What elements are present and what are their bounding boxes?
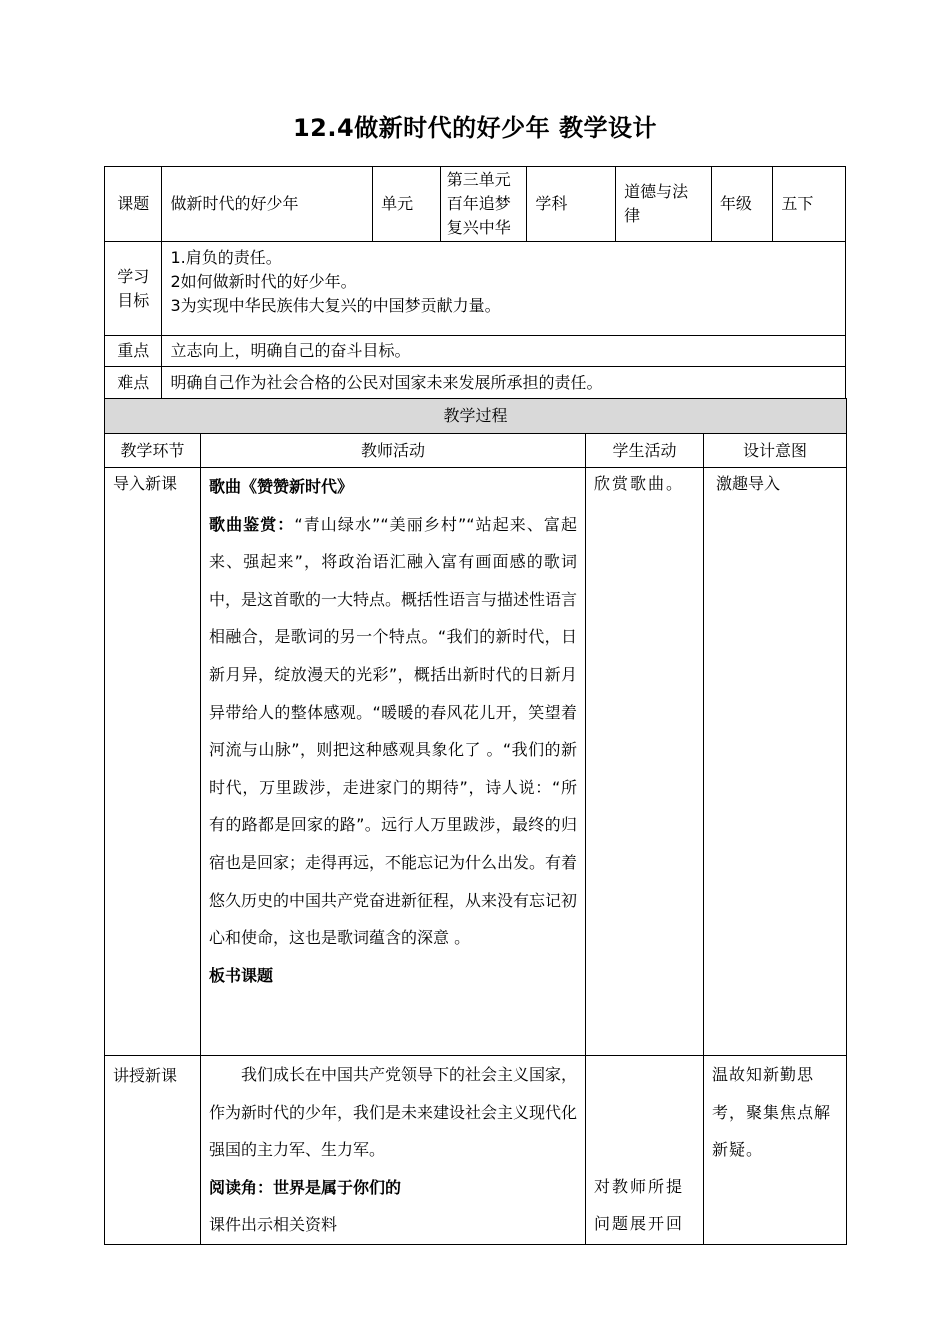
- document-title: 12.4做新时代的好少年 教学设计: [292, 114, 658, 142]
- header-student: 学生活动: [586, 434, 704, 468]
- table-row: [105, 1056, 847, 1245]
- key-value: 立志向上，明确自己的奋斗目标。: [162, 336, 846, 367]
- stage-cell: 导入新课: [105, 468, 201, 1056]
- difficulty-row: [105, 367, 846, 399]
- teacher-activity-cell: [201, 468, 586, 1056]
- goals-label-line: 学习: [117, 266, 150, 286]
- teaching-process-table: [104, 398, 847, 1245]
- goal-item: 1.肩负的责任。: [170, 248, 282, 267]
- student-activity-cell: 欣赏歌曲。: [586, 468, 704, 1056]
- song-appreciation: [209, 506, 577, 957]
- subject-label: 学科: [527, 167, 616, 242]
- topic-row: [105, 167, 846, 242]
- design-intent-cell: 激趣导入: [704, 468, 847, 1056]
- unit-line: 第三单元: [446, 170, 511, 189]
- intro-paragraph: 我们成长在中国共产党领导下的社会主义国家，作为新时代的少年，我们是未来建设社会主义现代化强国的主力军、生力军。: [209, 1065, 578, 1160]
- key-label: 重点: [105, 336, 162, 367]
- grade-label: 年级: [711, 167, 772, 242]
- appreciation-label: 歌曲鉴赏：: [209, 514, 295, 534]
- unit-label: 单元: [373, 167, 441, 242]
- goals-label-line: 目标: [117, 290, 150, 310]
- courseware-text: 课件出示相关资料: [209, 1215, 338, 1235]
- board-title-label: 板书课题: [209, 965, 274, 985]
- process-header-row: [105, 434, 847, 468]
- grade-value: 五下: [773, 167, 846, 242]
- student-activity-cell: 对教师所提问题展开回: [586, 1056, 704, 1245]
- process-band-row: [105, 399, 847, 434]
- stage-cell: 讲授新课: [105, 1056, 201, 1245]
- goals-row: [105, 242, 846, 336]
- song-title: 歌曲《赞赞新时代》: [209, 477, 354, 496]
- header-teacher: 教师活动: [201, 434, 586, 468]
- unit-line: 复兴中华: [446, 218, 511, 237]
- reading-corner-label: 阅读角：世界是属于你们的: [209, 1177, 402, 1197]
- difficulty-label: 难点: [105, 367, 162, 399]
- topic-label: 课题: [105, 167, 162, 242]
- teacher-activity-cell: [201, 1056, 586, 1245]
- header-intent: 设计意图: [704, 434, 847, 468]
- lesson-info-table: [104, 166, 846, 399]
- unit-value: [440, 167, 527, 242]
- header-stage: 教学环节: [105, 434, 201, 468]
- table-row: [105, 468, 847, 1056]
- key-row: [105, 336, 846, 367]
- subject-value: 道德与法律: [616, 167, 712, 242]
- unit-line: 百年追梦: [446, 194, 511, 213]
- topic-value: 做新时代的好少年: [162, 167, 373, 242]
- goal-item: 2如何做新时代的好少年。: [170, 272, 357, 291]
- goal-item: 3为实现中华民族伟大复兴的中国梦贡献力量。: [170, 296, 501, 315]
- design-intent-cell: 温故知新勤思考，聚集焦点解新疑。: [704, 1056, 847, 1245]
- goals-label: [105, 242, 162, 336]
- goals-list: [162, 242, 846, 336]
- process-band-title: 教学过程: [105, 399, 847, 434]
- appreciation-text: “青山绿水”“美丽乡村”“站起来、富起来、强起来”，将政治语汇融入富有画面感的歌词中，是这首歌的一大特点。概括性语言与描述性语言相融合，是歌词的另一个特点。“我们的新时代，日新月异，绽放漫天的光彩”，概括出新时代的日新月异带给人的整体感观。“暖暖的春风花儿开，笑望着河流与山脉”，则把这种感观具象化了 。“我们的新时代，万里跋涉，走进家门的期待”，诗人说：“所有的路都是回家的路”。远行人万里跋涉，最终的归宿也是回家；走得再远，不能忘记为什么出发。有着悠久历史的中国共产党奋进新征程，从来没有忘记初心和使命，这也是歌词蕴含的深意 。: [209, 514, 578, 948]
- difficulty-value: 明确自己作为社会合格的公民对国家未来发展所承担的责任。: [162, 367, 846, 399]
